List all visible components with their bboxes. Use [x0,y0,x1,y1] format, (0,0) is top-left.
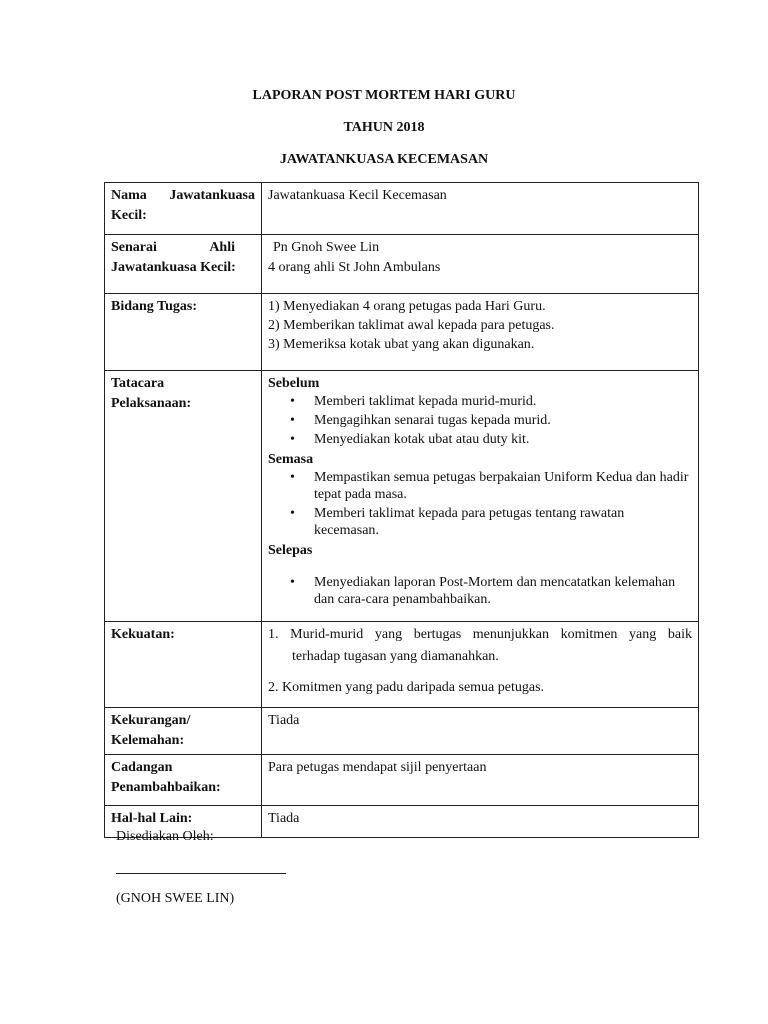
label-senarai [105,235,262,294]
table-row-tatacara [105,371,699,622]
table-row-senarai [105,235,699,294]
strength-item-1-cont: terhadap tugasan yang diamanahkan. [292,649,499,664]
report-table [104,182,699,838]
label-nama-word1: Nama [111,188,147,203]
label-nama-word2: Jawatankuasa [169,188,255,203]
strength-item-2: 2. Komitmen yang padu daripada semua petugas. [268,680,545,695]
list-item: • Menyediakan kotak ubat atau duty kit. [288,431,692,448]
value-senarai [262,235,699,294]
selepas-list [268,574,692,608]
value-hal: Tiada [262,806,699,838]
list-item: • Menyediakan laporan Post-Mortem dan mencatatkan kelemahan dan cara-cara penambahbaikan. [288,574,692,608]
table-row-bidang [105,294,699,371]
member-count: 4 orang ahli St John Ambulans [268,260,441,275]
list-item: • Memberi taklimat kepada para petugas tentang rawatan kecemasan. [288,505,692,539]
list-item: 3) Memeriksa kotak ubat yang akan digunakan. [268,337,535,352]
list-item: • Mengagihkan senarai tugas kepada murid. [288,412,692,429]
label-kekurangan-word2: Kelemahan: [111,733,185,748]
label-senarai-word3: Jawatankuasa Kecil: [111,260,236,275]
label-cadangan-word2: Penambahbaikan: [111,780,221,795]
label-kekuatan: Kekuatan: [105,622,262,708]
committee-title: JAWATANKUASA KECEMASAN [279,152,489,167]
section-semasa-title: Semasa [268,452,314,467]
value-bidang [262,294,699,371]
signature-line [116,873,286,874]
label-tatacara-word1: Tatacara [111,376,165,391]
strength-item-1: 1. Murid-murid yang bertugas menunjukkan komitmen yang baik [268,627,692,642]
section-selepas-title: Selepas [268,543,313,558]
report-year: TAHUN 2018 [343,120,425,135]
label-senarai-word2: Ahli [209,240,235,255]
section-sebelum-title: Sebelum [268,376,320,391]
table-row-kekuatan [105,622,699,708]
table-row-nama [105,183,699,235]
label-tatacara [105,371,262,622]
value-kekurangan: Tiada [262,708,699,755]
value-nama: Jawatankuasa Kecil Kecemasan [262,183,699,235]
sebelum-list [268,393,692,448]
label-kekurangan [105,708,262,755]
label-nama [105,183,262,235]
label-tatacara-word2: Pelaksanaan: [111,396,192,411]
list-item: 2) Memberikan taklimat awal kepada para petugas. [268,318,555,333]
report-title: LAPORAN POST MORTEM HARI GURU [252,88,516,103]
table-row-cadangan [105,755,699,806]
label-cadangan-word1: Cadangan [111,760,173,775]
member-leader: Pn Gnoh Swee Lin [273,240,380,255]
prepared-by-label: Disediakan Oleh: [116,829,214,844]
label-hal: Hal-hal Lain: [105,806,262,838]
preparer-name: (GNOH SWEE LIN) [116,891,235,906]
label-senarai-word1: Senarai [111,240,157,255]
value-kekuatan [262,622,699,708]
value-cadangan: Para petugas mendapat sijil penyertaan [262,755,699,806]
label-kekurangan-word1: Kekurangan/ [111,713,191,728]
table-row-kekurangan [105,708,699,755]
label-nama-word3: Kecil: [111,208,147,223]
semasa-list [268,469,692,539]
label-cadangan [105,755,262,806]
list-item: • Mempastikan semua petugas berpakaian Uniform Kedua dan hadir tepat pada masa. [288,469,692,503]
value-tatacara [262,371,699,622]
list-item: • Memberi taklimat kepada murid-murid. [288,393,692,410]
list-item: 1) Menyediakan 4 orang petugas pada Hari Guru. [268,299,546,314]
label-bidang: Bidang Tugas: [105,294,262,371]
